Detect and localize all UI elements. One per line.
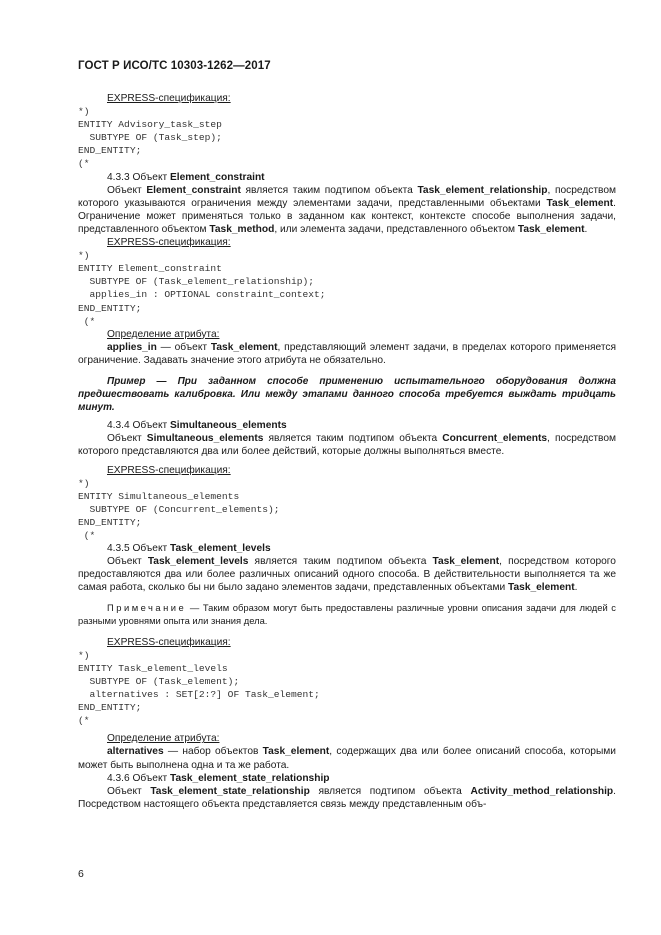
paragraph-task-element-state-relationship: Объект Task_element_state_relationship является подтипом объекта Activity_method_relationship. Посредством настоящего объекта представляется связь между представленным объ-: [78, 785, 616, 810]
paragraph-element-constraint: Объект Element_constraint является таким подтипом объекта Task_element_relationship, посредством которого указываются ограничения между элементами задачи, представленными объектами Task_element. Ограничение может применяться только в заданном как контекст, контексте способе выполнения задачи, представленного объектом Task_method, или элемента задачи, представленного объектом Task_element.: [78, 184, 616, 235]
express-code-element-constraint: *) ENTITY Element_constraint SUBTYPE OF (Task_element_relationship); applies_in : OPTIONAL constraint_context; END_ENTITY; (*: [78, 250, 326, 327]
attribute-definition-label: Определение атрибута:: [107, 328, 220, 340]
express-code-advisory-task-step: *) ENTITY Advisory_task_step SUBTYPE OF (Task_step); END_ENTITY; (*: [78, 106, 222, 170]
section-heading-4-3-3: 4.3.3 Объект Element_constraint: [107, 171, 265, 183]
attribute-definition-label: Определение атрибута:: [107, 733, 220, 745]
express-label: EXPRESS-спецификация:: [107, 636, 231, 648]
note-text: Примечание — Таким образом могут быть предоставлены различные уровни описания задачи для людей с разными уровнями опыта или знания дела.: [78, 602, 616, 627]
attribute-definition-alternatives: alternatives — набор объектов Task_element, содержащих два или более описаний способа, которыми может быть выполнена одна и та же работа.: [78, 746, 616, 771]
express-code-simultaneous-elements: *) ENTITY Simultaneous_elements SUBTYPE OF (Concurrent_elements); END_ENTITY; (*: [78, 477, 280, 541]
express-label: EXPRESS-спецификация:: [107, 237, 231, 249]
express-code-task-element-levels: *) ENTITY Task_element_levels SUBTYPE OF (Task_element); alternatives : SET[2:?] OF Task_element; END_ENTITY; (*: [78, 649, 320, 727]
express-label: EXPRESS-спецификация:: [107, 93, 231, 104]
attribute-definition-applies-in: applies_in — объект Task_element, представляющий элемент задачи, в пределах которого применяется ограничение. Задавать значение этого атрибута не обязательно.: [78, 341, 616, 366]
section-heading-4-3-4: 4.3.4 Объект Simultaneous_elements: [107, 420, 287, 432]
section-heading-4-3-6: 4.3.6 Объект Task_element_state_relationship: [107, 772, 330, 784]
section-heading-4-3-5: 4.3.5 Объект Task_element_levels: [107, 543, 271, 555]
document-header: ГОСТ Р ИСО/ТС 10303-1262—2017: [78, 60, 271, 72]
document-body: [78, 92, 616, 811]
paragraph-task-element-levels: Объект Task_element_levels является таким подтипом объекта Task_element, посредством которого предоставляются два или более различных описаний одного способа. В действительности выполняется та же самая работа, сколько бы ни было задано элементов задачи, представленных объектами Task_element.: [78, 556, 616, 594]
example-text: Пример — При заданном способе применению испытательного оборудования должна предшествовать калибровка. Или между этапами данного способа требуется выждать тридцать минут.: [78, 375, 616, 414]
paragraph-simultaneous-elements: Объект Simultaneous_elements является таким подтипом объекта Concurrent_elements, посредством которого представляются два или более действий, которые должны выполняться вместе.: [78, 433, 616, 458]
express-label: EXPRESS-спецификация:: [107, 464, 231, 476]
page-number: 6: [78, 868, 84, 880]
